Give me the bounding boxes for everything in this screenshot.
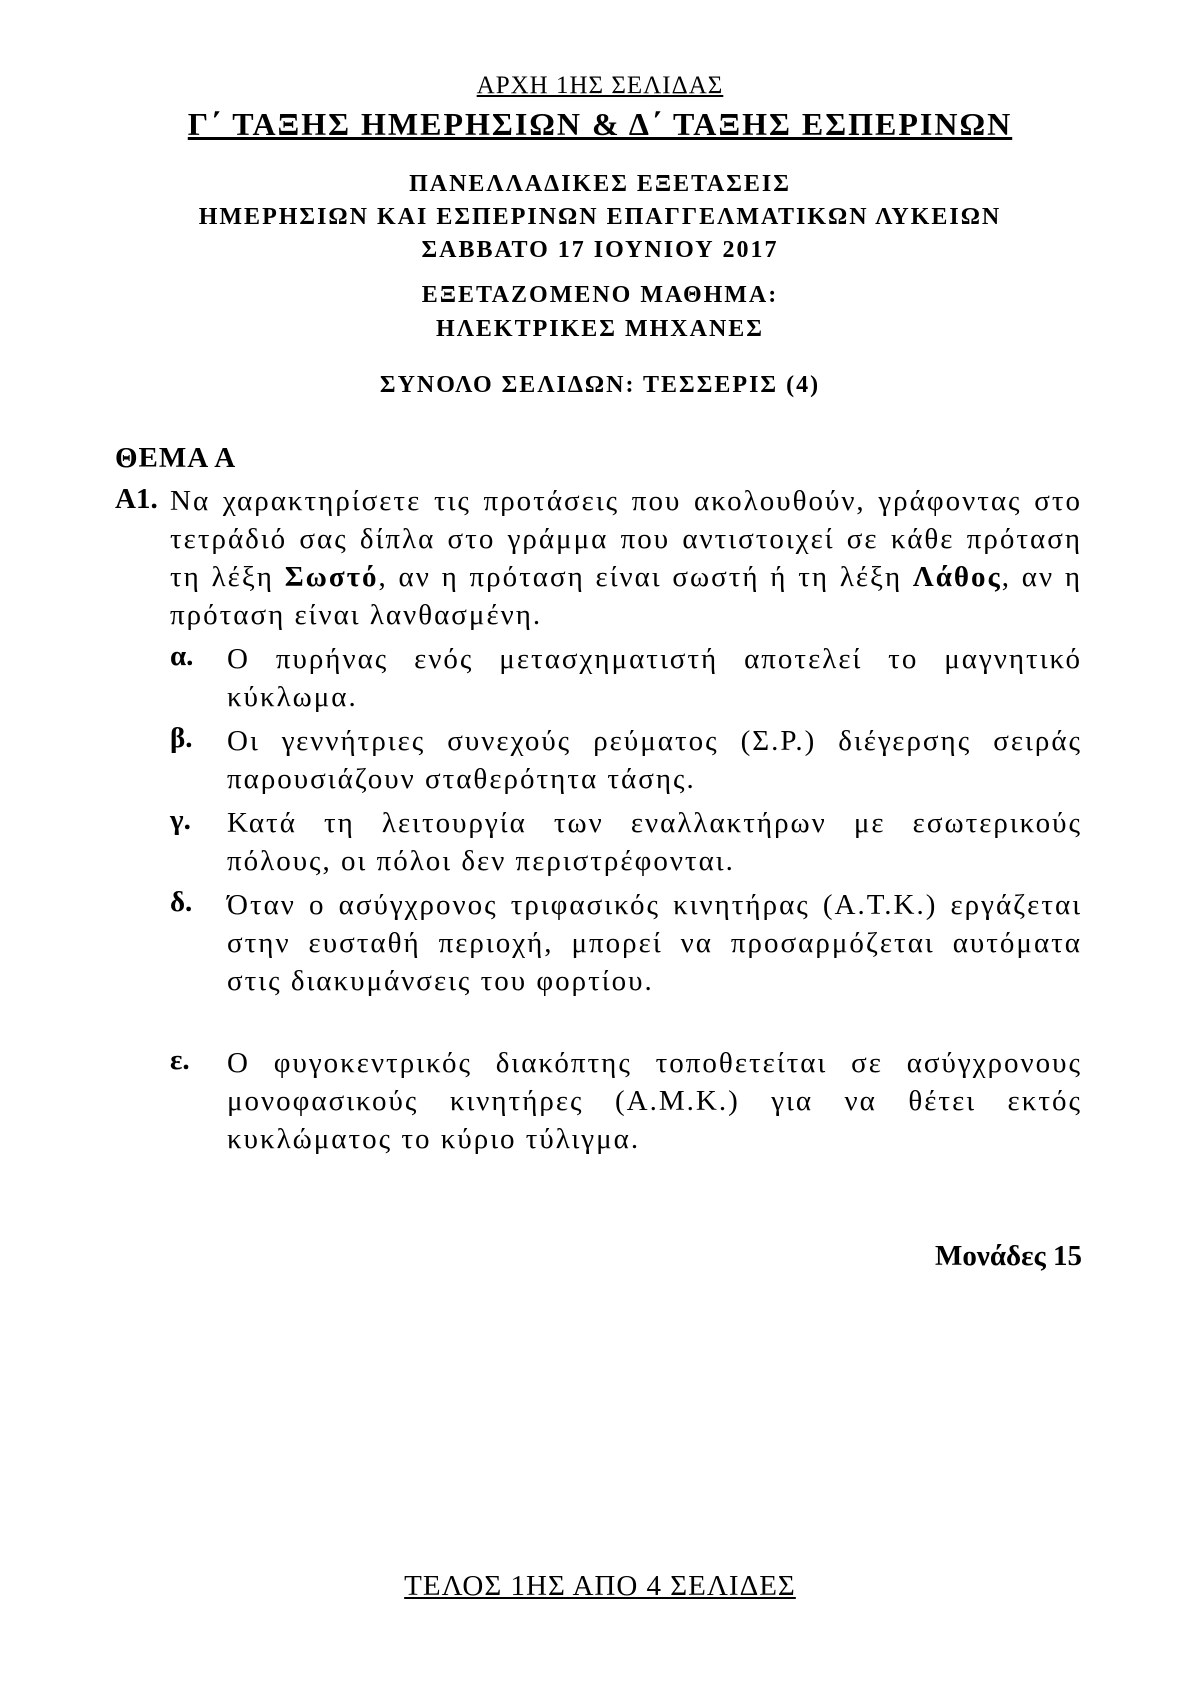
intro-text: , αν η πρόταση είναι λανθασμένη. bbox=[170, 561, 1083, 631]
exam-info bbox=[0, 168, 1200, 267]
item-text: Ο φυγοκεντρικός διακόπτης τοποθετείται σε ασύγχρονους μονοφασικούς κινητήρες (Α.Μ.Κ.) για να θέτει εκτός κυκλώματος το κύριο τύλιγμα. bbox=[227, 1047, 1082, 1155]
item-letter: ε. bbox=[170, 1044, 190, 1076]
item-letter: α. bbox=[170, 640, 194, 672]
exam-schools: ΗΜΕΡΗΣΙΩΝ ΚΑΙ ΕΣΠΕΡΙΝΩΝ ΕΠΑΓΓΕΛΜΑΤΙΚΩΝ ΛΥΚΕΙΩΝ bbox=[198, 204, 1002, 230]
exam-title: ΠΑΝΕΛΛΑΔΙΚΕΣ ΕΞΕΤΑΣΕΙΣ bbox=[409, 171, 791, 197]
word-wrong: Λάθος bbox=[912, 561, 1002, 593]
class-title: Γ΄ ΤΑΞΗΣ ΗΜΕΡΗΣΙΩΝ & Δ΄ ΤΑΞΗΣ ΕΣΠΕΡΙΝΩΝ bbox=[187, 106, 1013, 142]
intro-text: Να χαρακτηρίσετε τις προτάσεις που ακολουθούν, γράφοντας στο τετράδιό σας δίπλα στο γράμμα που αντιστοιχεί σε κάθε πρόταση τη λέξη bbox=[170, 485, 1082, 593]
item-text: Ο πυρήνας ενός μετασχηματιστή αποτελεί το μαγνητικό κύκλωμα. bbox=[227, 643, 1082, 713]
page-start-marker: ΑΡΧΗ 1ΗΣ ΣΕΛΙΔΑΣ bbox=[476, 72, 724, 99]
word-correct: Σωστό bbox=[284, 561, 379, 593]
points: Μονάδες 15 bbox=[935, 1240, 1082, 1272]
item-letter: β. bbox=[170, 722, 193, 754]
subject-label: ΕΞΕΤΑΖΟΜΕΝΟ ΜΑΘΗΜΑ: bbox=[421, 282, 779, 308]
subject-name: ΗΛΕΚΤΡΙΚΕΣ ΜΗΧΑΝΕΣ bbox=[436, 316, 764, 342]
item-letter: γ. bbox=[170, 804, 191, 836]
intro-text: , αν η πρόταση είναι σωστή ή τη λέξη bbox=[378, 561, 913, 593]
exam-date: ΣΑΒΒΑΤΟ 17 ΙΟΥΝΙΟΥ 2017 bbox=[421, 237, 779, 263]
pages-total: ΣΥΝΟΛΟ ΣΕΛΙΔΩΝ: ΤΕΣΣΕΡΙΣ (4) bbox=[379, 372, 821, 398]
subject-info bbox=[0, 278, 1200, 346]
item-text: Όταν ο ασύγχρονος τριφασικός κινητήρας (Α.Τ.Κ.) εργάζεται στην ευσταθή περιοχή, μπορεί να προσαρμόζεται αυτόματα στις διακυμάνσεις του φορτίου. bbox=[227, 889, 1082, 997]
question-label: Α1. bbox=[115, 483, 158, 515]
page-end-marker: ΤΕΛΟΣ 1ΗΣ ΑΠΟ 4 ΣΕΛΙΔΕΣ bbox=[404, 1570, 796, 1602]
item-text: Οι γεννήτριες συνεχούς ρεύματος (Σ.Ρ.) διέγερσης σειράς παρουσιάζουν σταθερότητα τάσης. bbox=[227, 725, 1082, 795]
item-letter: δ. bbox=[170, 886, 193, 918]
question-intro bbox=[170, 482, 1082, 634]
item-text: Κατά τη λειτουργία των εναλλακτήρων με εσωτερικούς πόλους, οι πόλοι δεν περιστρέφονται. bbox=[227, 807, 1082, 877]
topic-title: ΘΕΜΑ Α bbox=[115, 442, 237, 474]
